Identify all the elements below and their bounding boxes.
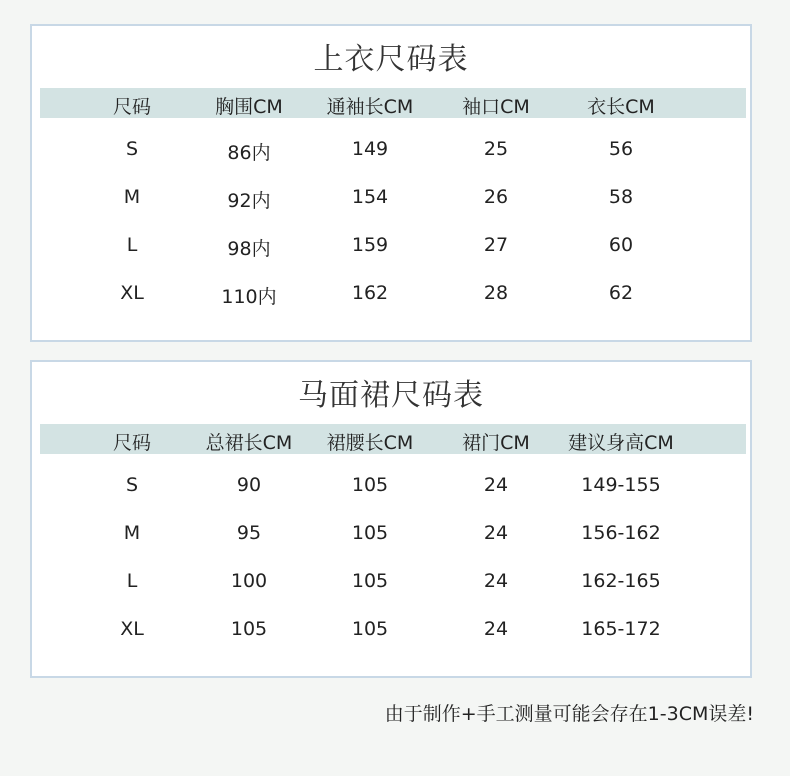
table-cell: XL: [120, 618, 144, 640]
header-chest: 胸围CM: [215, 96, 283, 118]
table-cell: 90: [236, 474, 262, 496]
table-row: [32, 618, 750, 648]
table-cell: 24: [483, 522, 509, 544]
table-cell: 165-172: [581, 618, 661, 640]
skirt-size-table: [30, 360, 752, 678]
table-cell: 26: [483, 186, 509, 208]
header-garment-length: 衣长CM: [587, 96, 655, 118]
table-cell: 149-155: [581, 474, 661, 496]
header-sleeve-length: 通袖长CM: [326, 96, 414, 118]
table-cell: 60: [608, 234, 634, 256]
table-cell: M: [123, 186, 141, 208]
table-cell: 27: [483, 234, 509, 256]
table-cell: 110内: [221, 286, 277, 308]
table-cell: 56: [608, 138, 634, 160]
table-cell: 105: [351, 618, 389, 640]
table-cell: 100: [230, 570, 268, 592]
table-row: [32, 234, 750, 264]
table-cell: 105: [351, 522, 389, 544]
skirt-table-title: 马面裙尺码表: [298, 378, 484, 413]
table-cell: 105: [230, 618, 268, 640]
header-size: 尺码: [112, 96, 151, 118]
header-skirt-door: 裙门CM: [462, 432, 530, 454]
top-table-header: [40, 88, 746, 118]
table-cell: 24: [483, 618, 509, 640]
top-table-title: 上衣尺码表: [313, 42, 469, 77]
table-row: [32, 138, 750, 168]
table-cell: 25: [483, 138, 509, 160]
table-cell: 162-165: [581, 570, 661, 592]
table-cell: 92内: [227, 190, 271, 212]
table-cell: 28: [483, 282, 509, 304]
table-cell: 98内: [227, 238, 271, 260]
table-row: [32, 522, 750, 552]
table-row: [32, 186, 750, 216]
measurement-footnote: 由于制作+手工测量可能会存在1-3CM误差!: [384, 703, 754, 725]
table-cell: 86内: [227, 142, 271, 164]
table-cell: M: [123, 522, 141, 544]
table-cell: 95: [236, 522, 262, 544]
table-cell: XL: [120, 282, 144, 304]
header-total-length: 总裙长CM: [205, 432, 293, 454]
top-size-table: [30, 24, 752, 342]
table-row: [32, 282, 750, 312]
table-cell: 159: [351, 234, 389, 256]
table-cell: 156-162: [581, 522, 661, 544]
table-cell: 105: [351, 474, 389, 496]
table-cell: 105: [351, 570, 389, 592]
table-cell: L: [126, 570, 138, 592]
table-cell: 154: [351, 186, 389, 208]
table-cell: L: [126, 234, 138, 256]
table-cell: 149: [351, 138, 389, 160]
table-cell: 24: [483, 474, 509, 496]
table-cell: 162: [351, 282, 389, 304]
table-row: [32, 570, 750, 600]
table-row: [32, 474, 750, 504]
skirt-table-header: [40, 424, 746, 454]
table-cell: 62: [608, 282, 634, 304]
table-cell: 58: [608, 186, 634, 208]
header-suggested-height: 建议身高CM: [568, 432, 674, 454]
header-waist-length: 裙腰长CM: [326, 432, 414, 454]
header-cuff: 袖口CM: [462, 96, 530, 118]
table-cell: 24: [483, 570, 509, 592]
header-size: 尺码: [112, 432, 151, 454]
table-cell: S: [125, 138, 139, 160]
table-cell: S: [125, 474, 139, 496]
